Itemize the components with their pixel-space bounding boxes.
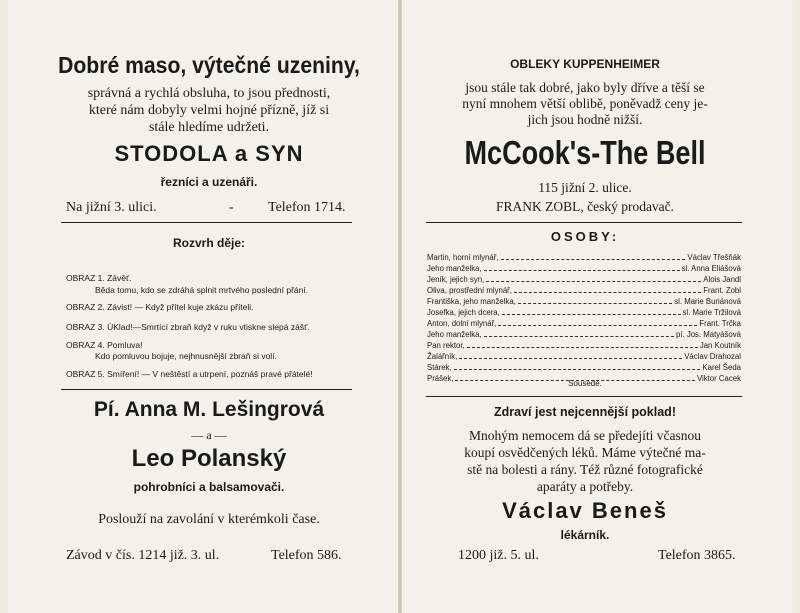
funeral-address: Závod v čís. 1214 již. 3. ul.: [66, 548, 220, 563]
cast-role: Františka, jeho manželka,: [427, 297, 516, 306]
firm-address: Na jižní 3. ulici.: [66, 200, 157, 215]
cast-role: Prášek,: [427, 374, 454, 383]
cast-row: [427, 284, 741, 295]
separator-dash: -: [229, 200, 234, 215]
cast-actor: pí. Jos. Matyášová: [675, 330, 741, 339]
ad-headline: Zdraví jest nejcennější poklad!: [493, 405, 676, 419]
pharmacist-address: 1200 již. 5. ul.: [458, 548, 539, 563]
cast-actor: Viktor Cacek: [696, 374, 741, 383]
funeral-director-name: Pí. Anna M. Lešingrová: [93, 398, 325, 421]
leader-dots: [484, 336, 674, 337]
leader-dots: [454, 369, 701, 370]
ad-text-line: stě na bolesti a rány. Též různé fotografické: [467, 462, 703, 477]
cast-actor: Frant. Zobl: [703, 286, 741, 295]
funeral-trade: pohrobníci a balsamovači.: [133, 480, 285, 494]
cast-title: OSOBY:: [550, 229, 620, 244]
firm-phone: Telefon 1714.: [268, 200, 346, 215]
act-label: OBRAZ 2. Závist! — Když přítel kuje zkázu příteli.: [66, 302, 254, 312]
service-text: Poslouží na zavolání v kterémkoli čase.: [98, 512, 320, 527]
leader-dots: [502, 314, 681, 315]
cast-actor: Frant. Trčka: [699, 319, 741, 328]
funeral-phone: Telefon 586.: [271, 548, 342, 563]
cast-actor: Václav Drahozal: [684, 352, 741, 361]
divider: [61, 222, 352, 223]
cast-role: Josefka, jejich dcera,: [427, 308, 500, 317]
leader-dots: [459, 358, 682, 359]
ad-text-line: nyní mnohem větší oblibě, poněvadž ceny je-: [462, 96, 708, 111]
firm-seller: FRANK ZOBL, český prodavač.: [495, 199, 675, 214]
page-fold: [398, 0, 402, 613]
cast-role: Oliva, prostřední mlynář,: [427, 286, 512, 295]
divider: [426, 222, 742, 223]
leader-dots: [514, 292, 701, 293]
firm-name: STODOLA a SYN: [114, 141, 304, 166]
ad-headline: OBLEKY KUPPENHEIMER: [510, 57, 660, 71]
act-label: OBRAZ 5. Smíření! — V neštěstí a utrpení, poznáš pravé přátelé!: [66, 369, 313, 379]
ad-text-line: jsou stále tak dobré, jako byly dříve a těší se: [465, 80, 705, 95]
ad-headline: Dobré maso, výtečné uzeniny,: [58, 52, 360, 78]
firm-trade: řezníci a uzenáři.: [160, 175, 258, 189]
firm-address: 115 jižní 2. ulice.: [538, 180, 632, 195]
cast-actor: sl. Marie Buriánová: [674, 297, 741, 306]
act-description: Běda tomu, kdo se zdráhá splnit mrtvého poslední přání.: [95, 285, 309, 295]
act-description: Kdo pomluvou bojuje, nejhnusnější zbraň si volí.: [95, 351, 277, 361]
cast-actor: Jan Koutník: [699, 341, 741, 350]
ad-text-line: správná a rychlá obsluha, to jsou přednosti,: [87, 86, 331, 101]
ad-text-line: aparáty a potřeby.: [536, 479, 634, 494]
cast-actor: Alois Jandl: [703, 275, 741, 284]
leader-dots: [518, 303, 672, 304]
cast-row: [427, 251, 741, 262]
ad-text-line: koupí osvědčených léků. Máme výtečné ma-: [464, 445, 706, 460]
cast-row: [427, 328, 741, 339]
pharmacist-trade: lékárník.: [560, 528, 610, 542]
cast-role: Anton, dolní mlynář,: [427, 319, 497, 328]
ad-text-line: které nám dobyly velmi hojné přízně, jíž si: [88, 103, 330, 118]
cast-row: [427, 350, 741, 361]
cast-role: Jeho manželka,: [427, 264, 482, 273]
cast-role: Jeník, jejich syn,: [427, 275, 485, 284]
act-label: OBRAZ 3. ÚKlad!—Smrtící zbraň když v ruku vtiskne slepá zášť.: [66, 322, 310, 332]
ad-text-line: Mnohým nemocem dá se předejíti včasnou: [468, 428, 702, 443]
pharmacist-phone: Telefon 3865.: [658, 548, 736, 563]
act-label: OBRAZ 4. Pomluva!: [66, 340, 143, 350]
pharmacist-name: Václav Beneš: [502, 498, 668, 523]
divider: [61, 389, 352, 390]
cast-role: Jeho manželka,: [427, 330, 482, 339]
cast-footer: Sousedé.: [568, 379, 602, 388]
cast-row: [427, 273, 741, 284]
leader-dots: [486, 281, 701, 282]
leader-dots: [501, 259, 686, 260]
cast-role: Stárek,: [427, 363, 452, 372]
leader-dots: [484, 270, 680, 271]
joiner-text: — a —: [191, 428, 227, 442]
program-title: Rozvrh děje:: [172, 236, 245, 250]
cast-row: [427, 317, 741, 328]
cast-row: [427, 262, 741, 273]
cast-actor: Václav Třešňák: [687, 253, 741, 262]
ad-text-line: jich jsou hodně nižší.: [527, 112, 643, 127]
leader-dots: [498, 325, 697, 326]
cast-actor: sl. Marie Tržilová: [682, 308, 741, 317]
cast-role: Pan rektor,: [427, 341, 465, 350]
cast-actor: Karel Šeda: [702, 363, 741, 372]
firm-name: McCook's-The Bell: [464, 134, 706, 171]
cast-actor: sl. Anna Eliášová: [681, 264, 741, 273]
cast-row: [427, 295, 741, 306]
cast-row: [427, 306, 741, 317]
divider: [426, 396, 742, 397]
ad-text-line: stále hledíme udržeti.: [148, 120, 270, 135]
leader-dots: [467, 347, 698, 348]
funeral-director-name: Leo Polanský: [131, 445, 287, 472]
act-label: OBRAZ 1. Závěť.: [66, 273, 132, 283]
cast-row: [427, 361, 741, 372]
cast-role: Martin, horní mlynář,: [427, 253, 499, 262]
cast-role: Žalářník,: [427, 352, 458, 361]
cast-row: [427, 339, 741, 350]
